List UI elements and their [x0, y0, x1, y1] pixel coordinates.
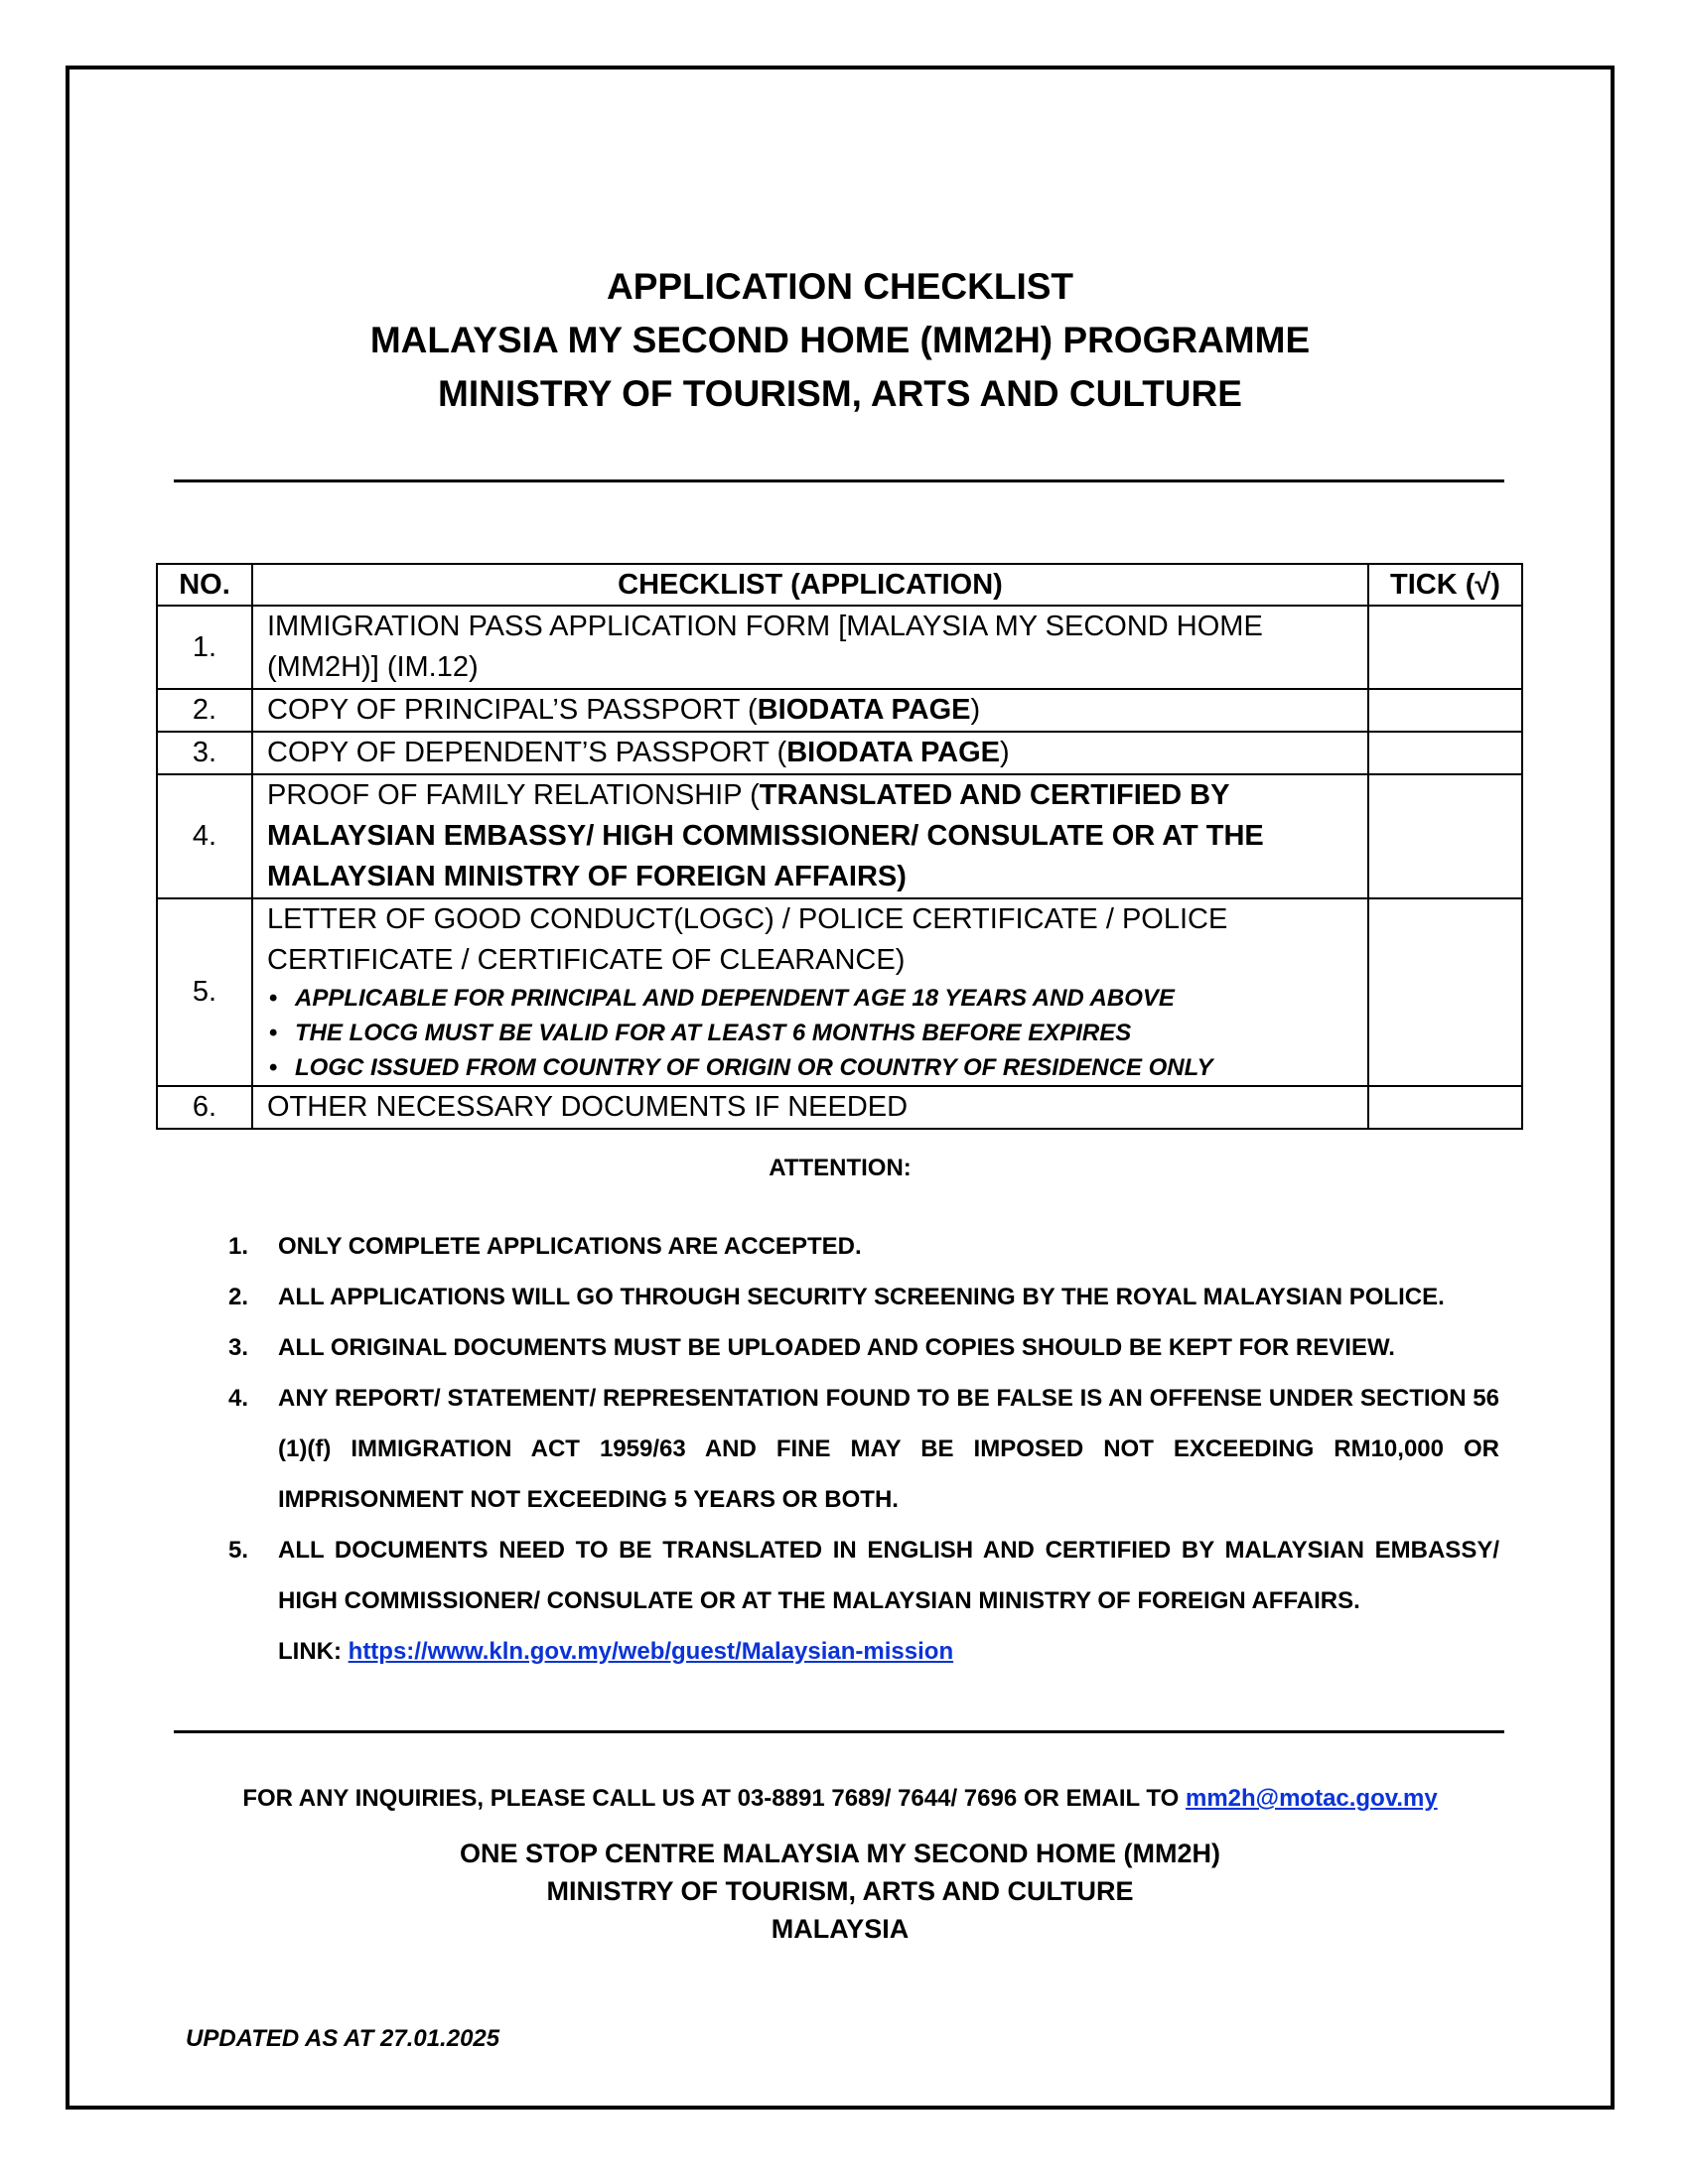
- table-row: [157, 732, 1522, 774]
- row-number: 5.: [157, 898, 252, 1086]
- attention-item: [228, 1221, 1499, 1272]
- contact-centre: [66, 1835, 1615, 1948]
- header-no: NO.: [157, 564, 252, 606]
- attention-item: [228, 1525, 1499, 1677]
- attention-number: 3.: [228, 1334, 249, 1361]
- attention-text: ALL DOCUMENTS NEED TO BE TRANSLATED IN ENGLISH AND CERTIFIED BY MALAYSIAN EMBASSY/ HIGH COMMISSIONER/ CONSULATE OR AT THE MALAYSIAN MINISTRY OF FOREIGN AFFAIRS.: [278, 1537, 1499, 1614]
- attention-text: ANY REPORT/ STATEMENT/ REPRESENTATION FOUND TO BE FALSE IS AN OFFENSE UNDER SECTION 56 (1)(f) IMMIGRATION ACT 1959/63 AND FINE MAY BE IMPOSED NOT EXCEEDING RM10,000 OR IMPRISONMENT NOT EXCEEDING 5 YEARS OR BOTH.: [278, 1385, 1499, 1513]
- table-row: [157, 689, 1522, 732]
- header-tick: TICK (√): [1368, 564, 1522, 606]
- row-text-plain: COPY OF PRINCIPAL’S PASSPORT (: [267, 694, 758, 726]
- row-number: 1.: [157, 606, 252, 689]
- row-text-plain: LETTER OF GOOD CONDUCT(LOGC) / POLICE CERTIFICATE / POLICE CERTIFICATE / CERTIFICATE OF CLEARANCE): [267, 903, 1228, 976]
- row-text-plain: PROOF OF FAMILY RELATIONSHIP (: [267, 779, 760, 811]
- tick-cell[interactable]: [1368, 606, 1522, 689]
- link-label: LINK:: [278, 1638, 342, 1665]
- centre-line-1: ONE STOP CENTRE MALAYSIA MY SECOND HOME (MM2H): [459, 1839, 1221, 1868]
- row-text-plain: COPY OF DEPENDENT’S PASSPORT (: [267, 737, 787, 768]
- row-bullets: [267, 981, 1353, 1085]
- row-text-bold: BIODATA PAGE: [757, 694, 971, 726]
- header-checklist: CHECKLIST (APPLICATION): [252, 564, 1368, 606]
- table-row: [157, 774, 1522, 898]
- row-text: [252, 898, 1368, 1086]
- row-text-after: ): [1000, 737, 1010, 768]
- attention-text: ONLY COMPLETE APPLICATIONS ARE ACCEPTED.: [278, 1233, 862, 1260]
- bottom-divider: [174, 1730, 1504, 1733]
- title-line-2: MALAYSIA MY SECOND HOME (MM2H) PROGRAMME: [369, 320, 1311, 360]
- centre-line-3: MALAYSIA: [771, 1914, 910, 1944]
- attention-item: [228, 1373, 1499, 1525]
- checklist-table: [156, 563, 1523, 1130]
- attention-list: [228, 1221, 1499, 1677]
- table-header-row: [157, 564, 1522, 606]
- bullet-item: • THE LOCG MUST BE VALID FOR AT LEAST 6 MONTHS BEFORE EXPIRES: [295, 1016, 1353, 1050]
- row-number: 4.: [157, 774, 252, 898]
- row-number: 3.: [157, 732, 252, 774]
- row-number: 6.: [157, 1086, 252, 1129]
- tick-cell[interactable]: [1368, 898, 1522, 1086]
- inquiry-line: [66, 1785, 1615, 1813]
- tick-cell[interactable]: [1368, 1086, 1522, 1129]
- attention-item: [228, 1322, 1499, 1373]
- attention-number: 5.: [228, 1537, 249, 1564]
- document-title: [66, 260, 1615, 421]
- attention-text: ALL ORIGINAL DOCUMENTS MUST BE UPLOADED AND COPIES SHOULD BE KEPT FOR REVIEW.: [278, 1334, 1395, 1361]
- row-text: OTHER NECESSARY DOCUMENTS IF NEEDED: [252, 1086, 1368, 1129]
- tick-cell[interactable]: [1368, 774, 1522, 898]
- attention-text: ALL APPLICATIONS WILL GO THROUGH SECURITY SCREENING BY THE ROYAL MALAYSIAN POLICE.: [278, 1284, 1445, 1310]
- title-line-1: APPLICATION CHECKLIST: [606, 266, 1074, 307]
- inquiry-text: FOR ANY INQUIRIES, PLEASE CALL US AT 03-8891 7689/ 7644/ 7696 OR EMAIL TO: [242, 1785, 1180, 1812]
- row-text-after: ): [970, 694, 981, 726]
- bullet-item: • LOGC ISSUED FROM COUNTRY OF ORIGIN OR COUNTRY OF RESIDENCE ONLY: [295, 1050, 1353, 1085]
- tick-cell[interactable]: [1368, 689, 1522, 732]
- mission-link[interactable]: https://www.kln.gov.my/web/guest/Malaysian-mission: [348, 1638, 954, 1665]
- row-text: IMMIGRATION PASS APPLICATION FORM [MALAYSIA MY SECOND HOME (MM2H)] (IM.12): [252, 606, 1368, 689]
- attention-item: [228, 1272, 1499, 1322]
- table-row: [157, 606, 1522, 689]
- email-link[interactable]: mm2h@motac.gov.my: [1185, 1785, 1438, 1812]
- attention-number: 4.: [228, 1385, 249, 1412]
- row-number: 2.: [157, 689, 252, 732]
- top-divider: [174, 479, 1504, 482]
- table-row: [157, 1086, 1522, 1129]
- attention-heading: ATTENTION:: [769, 1155, 912, 1181]
- row-text-bold: TRANSLATED AND CERTIFIED BY MALAYSIAN EMBASSY/ HIGH COMMISSIONER/ CONSULATE OR AT THE MALAYSIAN MINISTRY OF FOREIGN AFFAIRS): [267, 779, 1264, 892]
- bullet-item: • APPLICABLE FOR PRINCIPAL AND DEPENDENT AGE 18 YEARS AND ABOVE: [295, 981, 1353, 1016]
- row-text-bold: BIODATA PAGE: [786, 737, 1001, 768]
- row-text: [252, 689, 1368, 732]
- title-line-3: MINISTRY OF TOURISM, ARTS AND CULTURE: [438, 373, 1242, 414]
- updated-date: UPDATED AS AT 27.01.2025: [186, 2025, 500, 2052]
- attention-number: 1.: [228, 1233, 249, 1260]
- row-text: [252, 732, 1368, 774]
- table-row: [157, 898, 1522, 1086]
- row-text: [252, 774, 1368, 898]
- centre-line-2: MINISTRY OF TOURISM, ARTS AND CULTURE: [546, 1876, 1134, 1906]
- tick-cell[interactable]: [1368, 732, 1522, 774]
- attention-number: 2.: [228, 1284, 249, 1310]
